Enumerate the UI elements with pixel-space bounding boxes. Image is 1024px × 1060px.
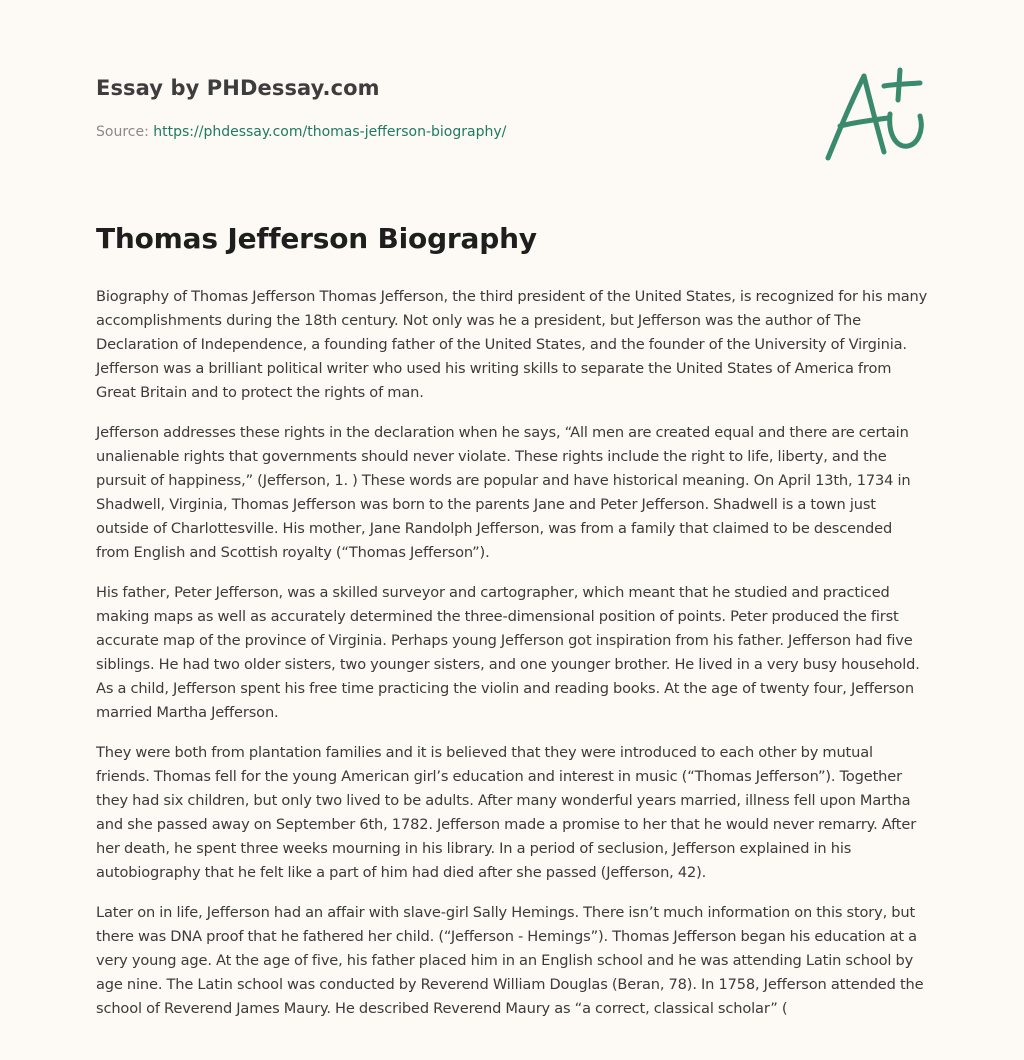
paragraph-2: Jefferson addresses these rights in the declaration when he says, “All men are created equal and there are certain unalienable rights that governments should never violate. These rights include the right to life, liberty, and the pursuit of happiness,” (Jefferson, 1. ) These words are popular and have historical meaning. On April 13th, 1734 in Shadwell, Virginia, Thomas Jefferson was born to the parents Jane and Peter Jefferson. Shadwell is a town just outside of Charlottesville. His mother, Jane Randolph Jefferson, was from a family that claimed to be descended from English and Scottish royalty (“Thomas Jefferson”). xyxy=(96,424,911,561)
source-line xyxy=(96,124,796,140)
document-header xyxy=(96,76,796,140)
brand-name: Essay by PHDessay.com xyxy=(96,76,380,100)
source-link[interactable]: https://phdessay.com/thomas-jefferson-biography/ xyxy=(153,124,507,140)
paragraph-4: They were both from plantation families and it is believed that they were introduced to each other by mutual friends. Thomas fell for the young American girl’s education and interest in music (“Thomas Jefferson”). Together they had six children, but only two lived to be adults. After many wonderful years married, illness fell upon Martha and she passed away on September 6th, 1782. Jefferson made a promise to her that he would never remarry. After her death, he spent three weeks mourning in his library. In a period of seclusion, Jefferson explained in his autobiography that he felt like a part of him had died after she passed (Jefferson, 42). xyxy=(96,744,917,881)
article-title: Thomas Jefferson Biography xyxy=(96,222,537,255)
a-plus-logo-icon xyxy=(818,64,936,168)
article-body xyxy=(96,285,928,1037)
paragraph-3: His father, Peter Jefferson, was a skilled surveyor and cartographer, which meant that he studied and practiced making maps as well as accurately determined the three-dimensional position of points. Peter produced the first accurate map of the province of Virginia. Perhaps young Jefferson got inspiration from his father. Jefferson had five siblings. He had two older sisters, two younger sisters, and one younger brother. He lived in a very busy household. As a child, Jefferson spent his free time practicing the violin and reading books. At the age of twenty four, Jefferson married Martha Jefferson. xyxy=(96,584,920,721)
paragraph-5: Later on in life, Jefferson had an affair with slave-girl Sally Hemings. There isn’t much information on this story, but there was DNA proof that he fathered her child. (“Jefferson - Hemings”). Thomas Jefferson began his education at a very young age. At the age of five, his father placed him in an English school and he was attending Latin school by age nine. The Latin school was conducted by Reverend William Douglas (Beran, 78). In 1758, Jefferson attended the school of Reverend James Maury. He described Reverend Maury as “a correct, classical scholar” ( xyxy=(96,904,924,1017)
source-label: Source: xyxy=(96,124,149,140)
a-plus-logo xyxy=(818,64,936,168)
paragraph-1: Biography of Thomas Jefferson Thomas Jefferson, the third president of the United States, is recognized for his many accomplishments during the 18th century. Not only was he a president, but Jefferson was the author of The Declaration of Independence, a founding father of the United States, and the founder of the University of Virginia. Jefferson was a brilliant political writer who used his writing skills to separate the United States of America from Great Britain and to protect the rights of man. xyxy=(96,288,928,401)
